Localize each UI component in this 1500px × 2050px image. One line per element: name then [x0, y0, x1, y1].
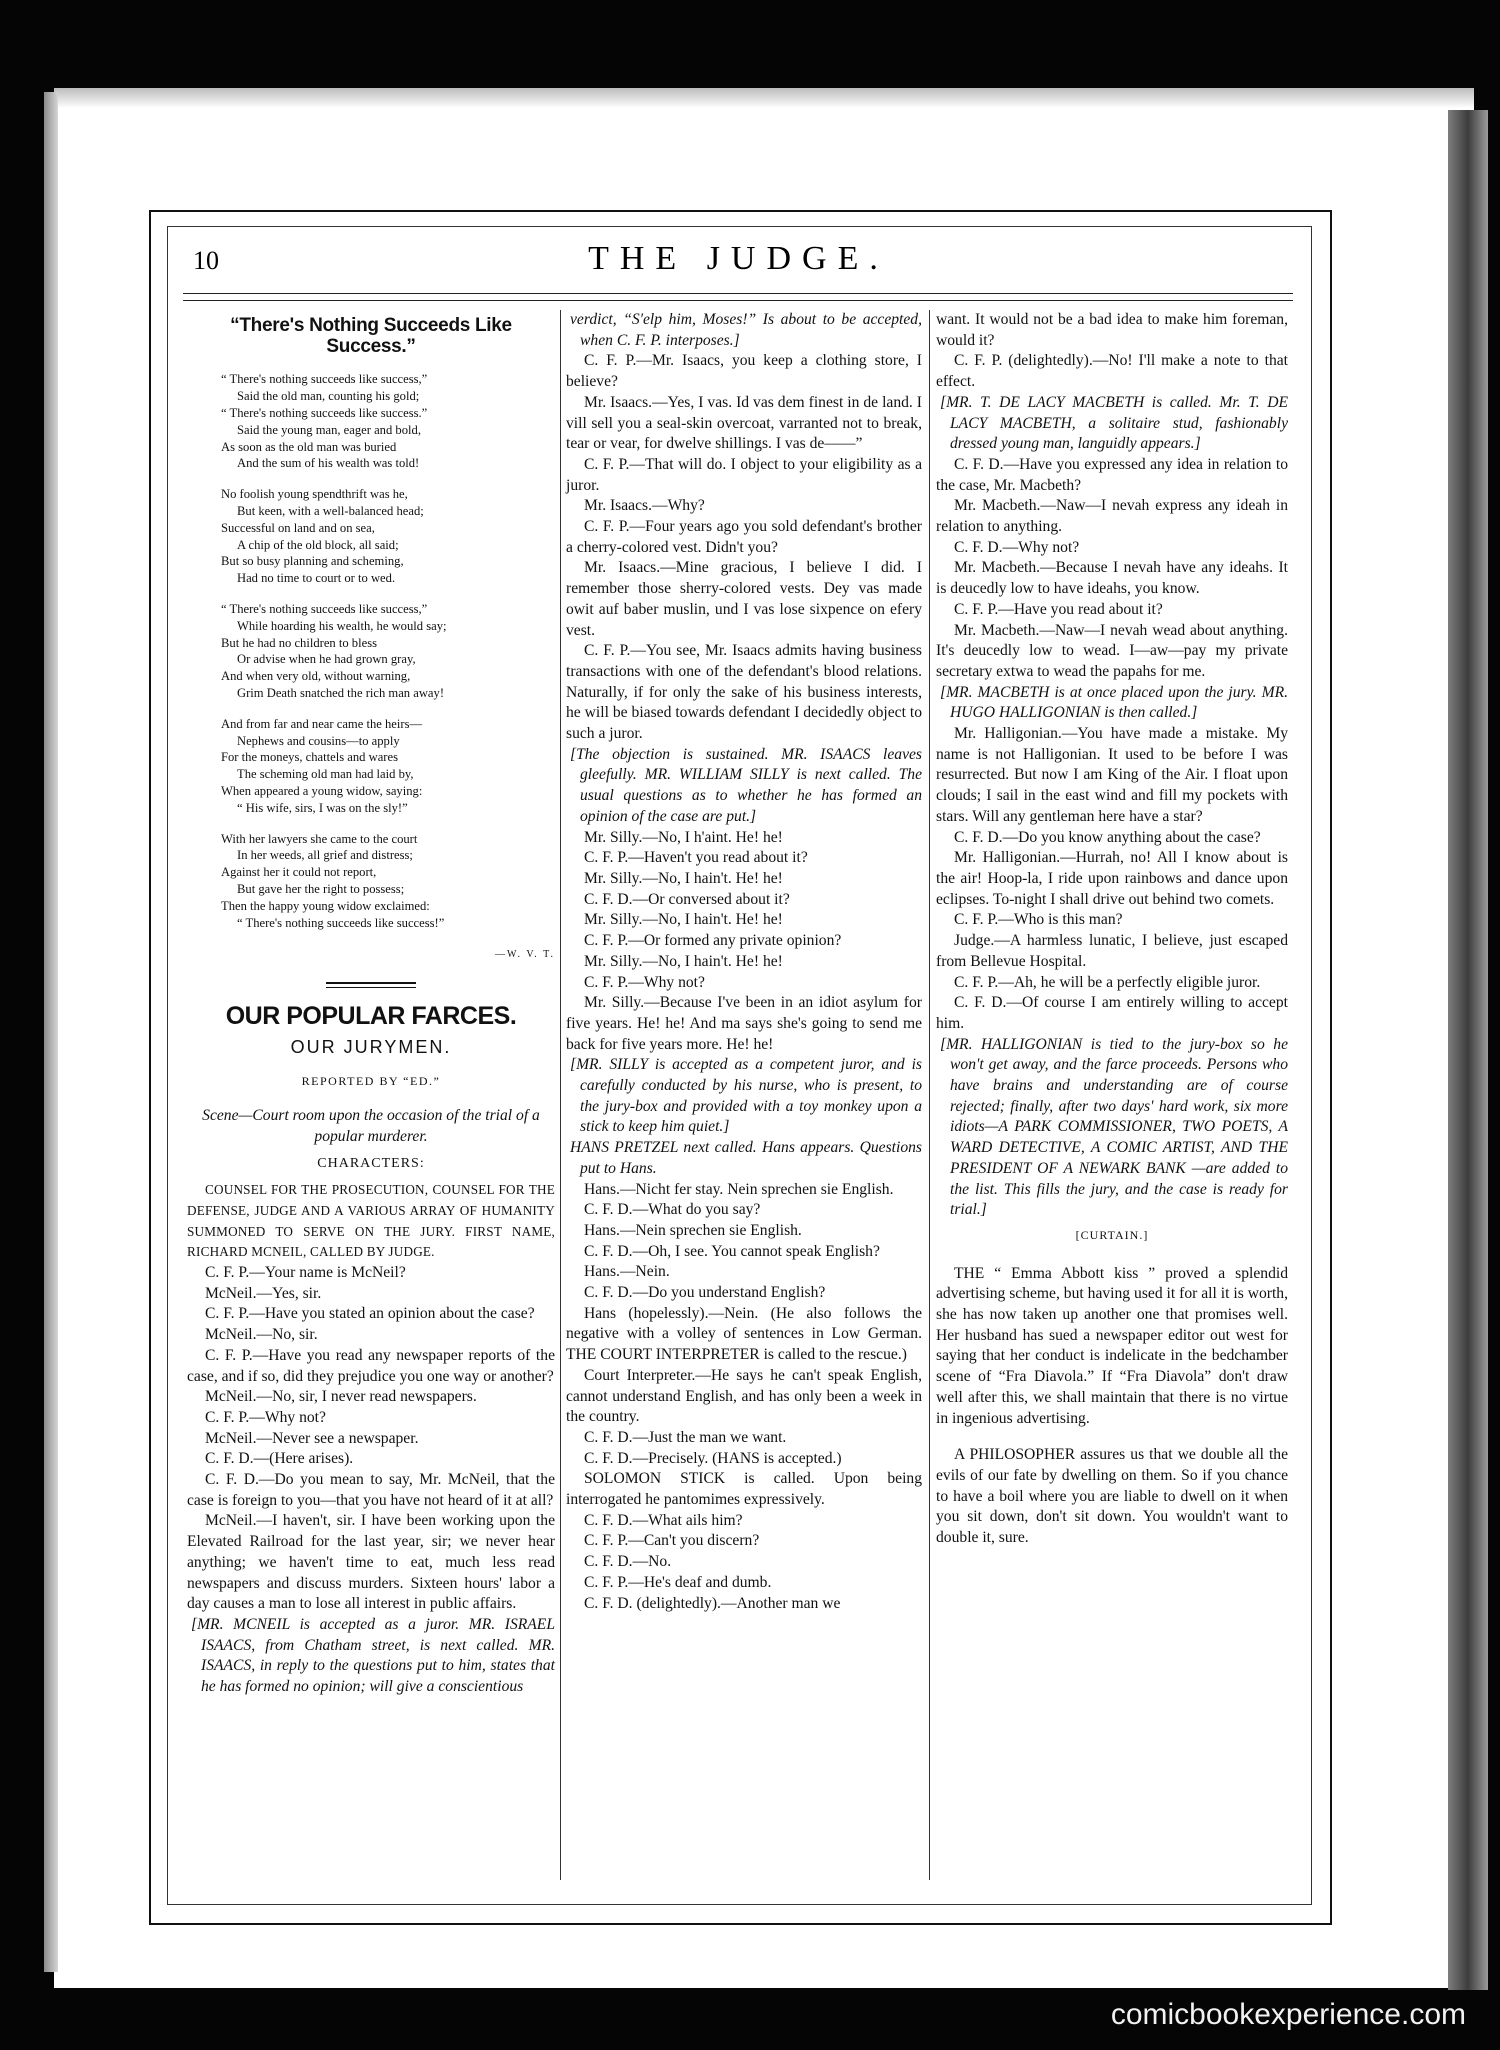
header-rule-top — [183, 293, 1293, 294]
dialogue-line: Mr. Halligonian.—Hurrah, no! All I know about is the air! Hoop-la, I ride upon rainbows and dance upon eclipses. To-night I shall drive out behind two comets. — [936, 849, 1288, 908]
dialogue-line: C. F. D.—(Here arises). — [205, 1450, 354, 1468]
philosopher-item: A PHILOSOPHER assures us that we double all the evils of our fate by dwelling on them. So if you chance to have a boil where you are liable to dwell on it when you sit down, don't sit down. You wouldn't want to double it, sure. — [936, 1446, 1288, 1547]
dialogue-line: C. F. P.—Have you read any newspaper reports of the case, and if so, did they prejudice you one way or another? — [187, 1346, 555, 1385]
poem-line: And when very old, without warning, — [221, 669, 411, 684]
farce-scene: Scene—Court room upon the occasion of the trial of a popular murderer. — [202, 1107, 540, 1145]
poem-line: The scheming old man had laid by, — [237, 767, 414, 782]
section-ornament — [326, 982, 416, 988]
dialogue-line: McNeil.—I haven't, sir. I have been working upon the Elevated Railroad for the last year, sir; we never hear anything; we haven't time to eat, much less read newspapers and discuss murders. Sixteen hours' labor a day causes a man to lose all interest in public affairs. — [187, 1512, 555, 1613]
poem-line: “ There's nothing succeeds like success.” — [221, 406, 428, 420]
stage-direction: [MR. T. DE LACY MACBETH is called. Mr. T. DE LACY MACBETH, a solitaire stud, fashionably dressed young man, languidly appears.] — [940, 393, 1288, 453]
dialogue-line: Mr. Macbeth.—Because I nevah have any ideahs. It is deucedly low to have ideahs, you know. — [936, 559, 1288, 598]
poem-line: “ There's nothing succeeds like success!” — [237, 915, 445, 930]
dialogue-line: Court Interpreter.—He says he can't speak English, cannot understand English, and has only been a week in the country. — [566, 1366, 922, 1426]
poem-stanza — [187, 486, 555, 587]
poem-title: “There's Nothing Succeeds Like Success.” — [230, 315, 512, 357]
dialogue-line: Mr. Halligonian.—You have made a mistake. My name is not Halligonian. It used to be before I was resurrected. But now I am King of the Air. I float upon clouds; I sail in the east wind and fill my pockets with stars. Will any gentleman here have a star? — [936, 725, 1288, 825]
farce-subtitle: OUR JURYMEN. — [290, 1036, 452, 1057]
poem-line: For the moneys, chattels and wares — [221, 750, 398, 765]
dialogue-line: McNeil.—Yes, sir. — [205, 1284, 322, 1302]
poem-stanza — [187, 716, 555, 817]
poem-line: Nephews and cousins—to apply — [237, 733, 400, 748]
stage-direction: [MR. SILLY is accepted as a competent juror, and is carefully conducted by his nurse, who is present, to the jury-box and provided with a toy monkey upon a stick to keep him quiet.] — [570, 1056, 922, 1136]
stage-direction: HANS PRETZEL next called. Hans appears. Questions put to Hans. — [570, 1139, 922, 1177]
dialogue-line: Mr. Macbeth.—Naw—I nevah wead about anything. It's deucedly low to wead. I—aw—pay my private secretary extwa to wead the papahs for me. — [936, 621, 1288, 680]
column-middle — [566, 310, 922, 1614]
poem-body — [187, 371, 555, 931]
column-left — [187, 310, 555, 1698]
dialogue-line: C. F. D.—Just the man we want. — [584, 1428, 787, 1446]
poem-line: “ There's nothing succeeds like success,” — [221, 601, 428, 616]
poem-line: A chip of the old block, all said; — [237, 537, 399, 552]
column-divider-right — [929, 310, 930, 1880]
column-divider-left — [560, 310, 561, 1880]
dialogue-line: C. F. D. (delightedly).—Another man we — [584, 1594, 841, 1612]
dialogue-line: Judge.—A harmless lunatic, I believe, just escaped from Bellevue Hospital. — [936, 932, 1288, 970]
dialogue-line: McNeil.—No, sir. — [205, 1326, 318, 1344]
poem-line: As soon as the old man was buried — [221, 439, 397, 454]
dialogue-line: McNeil.—No, sir, I never read newspapers. — [205, 1388, 477, 1406]
dialogue-line: C. F. D.—No. — [584, 1553, 672, 1571]
stage-direction: [MR. MACBETH is at once placed upon the jury. MR. HUGO HALLIGONIAN is then called.] — [940, 683, 1288, 722]
dialogue-line: C. F. P.—He's deaf and dumb. — [584, 1573, 772, 1591]
dialogue-line: C. F. P.—Who is this man? — [954, 911, 1123, 929]
dialogue-line: C. F. P.—Your name is McNeil? — [205, 1264, 406, 1282]
farce-byline: REPORTED BY “ED.” — [301, 1074, 441, 1089]
dialogue-line: Mr. Isaacs.—Yes, I vas. Id vas dem finest in de land. I vill sell you a seal-skin overcoat, varranted not to break, tear or vear, for dwelve shillings. I vas de——” — [566, 393, 922, 453]
book-binding-edge — [1448, 110, 1488, 1990]
dialogue-line: Mr. Isaacs.—Mine gracious, I believe I did. I remember those sherry-colored vests. Dey vas made owit auf baber muslin, und I vas lose sixpence on efery vest. — [566, 559, 922, 639]
dialogue-line: McNeil.—Never see a newspaper. — [205, 1429, 419, 1447]
poem-signature: —W. V. T. — [495, 949, 555, 961]
poem-line: Grim Death snatched the rich man away! — [237, 685, 445, 700]
dialogue-line: C. F. D.—Do you mean to say, Mr. McNeil, that the case is foreign to you—that you have not heard of it at all? — [187, 1471, 555, 1509]
poem-line: “ There's nothing succeeds like success,” — [221, 372, 428, 387]
site-watermark: comicbookexperience.com — [1110, 1998, 1466, 2031]
dialogue-line: C. F. D.—What ails him? — [584, 1511, 743, 1529]
farce-title: OUR POPULAR FARCES. — [225, 1002, 517, 1031]
stage-direction: [MR. HALLIGONIAN is tied to the jury-box so he won't get away, and the farce proceeds. Persons who have brains and understanding are of course rejected; finally, after two days' hard work, six more idiots—A PARK COMMISSIONER, TWO POETS, A WARD DETECTIVE, A COMIC ARTIST, AND THE PRESIDENT OF A NEWARK BANK —are added to the list. This fills the jury, and the case is ready for trial.] — [940, 1035, 1288, 1219]
dialogue-line: C. F. P.—You see, Mr. Isaacs admits having business transactions with one of the defendant's blood relations. Naturally, if for only the sake of his business interests, he will be biased towards defendant I decidedly object to such a juror. — [566, 642, 922, 743]
dialogue-line: C. F. D.—Do you know anything about the case? — [954, 828, 1261, 846]
characters-heading: CHARACTERS: — [317, 1155, 425, 1171]
dialogue-line: Mr. Isaacs.—Why? — [584, 497, 705, 515]
poem-line: Said the old man, counting his gold; — [237, 389, 420, 404]
poem-line: When appeared a young widow, saying: — [221, 783, 423, 798]
dialogue-line: C. F. P.—Mr. Isaacs, you keep a clothing store, I believe? — [566, 352, 922, 391]
dialogue-line: Hans.—Nicht fer stay. Nein sprechen sie English. — [584, 1180, 894, 1198]
poem-line: “ His wife, sirs, I was on the sly!” — [237, 800, 408, 815]
poem-line: And from far and near came the heirs— — [221, 716, 423, 731]
dialogue-line: C. F. D.—Oh, I see. You cannot speak English? — [584, 1242, 880, 1260]
poem-line: While hoarding his wealth, he would say; — [237, 618, 447, 633]
characters-list: COUNSEL FOR THE PROSECUTION, COUNSEL FOR THE DEFENSE, JUDGE AND A VARIOUS ARRAY OF HUMANITY SUMMONED TO SERVE ON THE JURY. FIRST NAME, RICHARD MCNEIL, CALLED BY JUDGE. — [187, 1182, 555, 1260]
col1-dialogue — [187, 1263, 555, 1615]
dialogue-line: C. F. P.—Four years ago you sold defendant's brother a cherry-colored vest. Didn't you? — [566, 518, 922, 556]
page-top-shadow — [54, 88, 1474, 108]
dialogue-line: C. F. P.—Haven't you read about it? — [584, 849, 808, 867]
dialogue-line: C. F. P.—Have you read about it? — [954, 600, 1163, 618]
dialogue-line: Hans.—Nein sprechen sie English. — [584, 1221, 802, 1239]
dialogue-line: C. F. P.—Why not? — [205, 1408, 326, 1426]
poem-line: And the sum of his wealth was told! — [237, 456, 420, 471]
stage-direction: verdict, “S'elp him, Moses!” Is about to be accepted, when C. F. P. interposes.] — [570, 311, 922, 349]
dialogue-line: C. F. P.—Have you stated an opinion about the case? — [205, 1305, 535, 1323]
header-rule-bottom — [183, 300, 1293, 301]
dialogue-line: C. F. D.—Have you expressed any idea in relation to the case, Mr. Macbeth? — [936, 455, 1288, 494]
dialogue-line: Mr. Silly.—Because I've been in an idiot asylum for five years. He! he! And ma says she's going to send me back for five years more. He! he! — [566, 994, 922, 1053]
dialogue-line: C. F. P.—Or formed any private opinion? — [584, 932, 842, 950]
dialogue-line: C. F. P. (delightedly).—No! I'll make a note to that effect. — [936, 352, 1288, 391]
poem-line: But keen, with a well-balanced head; — [237, 503, 424, 518]
poem-line: Against her it could not report, — [221, 865, 377, 880]
page-header — [167, 226, 1310, 298]
dialogue-line: C. F. P.—Can't you discern? — [584, 1532, 760, 1550]
dialogue-line: want. It would not be a bad idea to make him foreman, would it? — [936, 311, 1288, 349]
poem-line: Or advise when he had grown gray, — [237, 652, 416, 667]
poem-line: Said the young man, eager and bold, — [237, 422, 421, 437]
poem-line: But so busy planning and scheming, — [221, 554, 404, 569]
dialogue-line: C. F. D.—Why not? — [954, 538, 1080, 556]
poem-line: Had no time to court or to wed. — [237, 571, 396, 586]
poem-stanza — [187, 831, 555, 932]
dialogue-line: C. F. D.—Of course I am entirely willing to accept him. — [936, 994, 1288, 1032]
page-number: 10 — [193, 246, 219, 275]
dialogue-line: Mr. Silly.—No, I hain't. He! he! — [584, 952, 783, 970]
poem-line: But he had no children to bless — [221, 635, 377, 650]
column-right — [936, 310, 1288, 1549]
dialogue-line: Mr. Silly.—No, I hain't. He! he! — [584, 869, 783, 887]
poem-line: Successful on land and on sea, — [221, 520, 375, 535]
stage-direction: [The objection is sustained. MR. ISAACS leaves gleefully. MR. WILLIAM SILLY is next called. The usual questions as to whether he has formed an opinion of the case are put.] — [570, 745, 922, 825]
dialogue-line: Hans (hopelessly).—Nein. (He also follows the negative with a volley of sentences in Low German. THE COURT INTERPRETER is called to the rescue.) — [566, 1304, 922, 1364]
dialogue-line: Mr. Macbeth.—Naw—I nevah express any ideah in relation to anything. — [936, 497, 1288, 536]
dialogue-line: C. F. D.—Or conversed about it? — [584, 890, 790, 908]
dialogue-line: C. F. P.—That will do. I object to your eligibility as a juror. — [566, 455, 922, 494]
poem-line: No foolish young spendthrift was he, — [221, 487, 408, 502]
emma-abbott-item: THE “ Emma Abbott kiss ” proved a splendid advertising scheme, but having used it for all it is worth, she has now taken up another one that promises well. Her husband has sued a newspaper editor out west for saying that her conduct is indelicate in the bedchamber scene of “Fra Diavola.” If “Fra Diavola” don't draw well after this, we shall maintain that there is no virtue in ingenious advertising. — [936, 1264, 1288, 1427]
col2-dialogue — [566, 310, 922, 1614]
dialogue-line: C. F. D.—Do you understand English? — [584, 1284, 826, 1302]
dialogue-line: SOLOMON STICK is called. Upon being interrogated he pantomimes expressively. — [566, 1470, 922, 1509]
curtain-marker: [CURTAIN.] — [1075, 1227, 1149, 1242]
poem-stanza — [187, 371, 555, 472]
masthead-title: THE JUDGE. — [588, 240, 889, 277]
poem-line: In her weeds, all grief and distress; — [237, 848, 413, 863]
dialogue-line: C. F. P.—Ah, he will be a perfectly eligible juror. — [954, 973, 1261, 991]
col1-stage-direction: [MR. MCNEIL is accepted as a juror. MR. ISRAEL ISAACS, from Chatham street, is next called. MR. ISAACS, in reply to the questions put to him, states that he has formed no opinion; will give a conscientious — [191, 1616, 555, 1696]
poem-line: Then the happy young widow exclaimed: — [221, 898, 430, 913]
dialogue-line: C. F. P.—Why not? — [584, 973, 705, 991]
poem-stanza — [187, 601, 555, 702]
dialogue-line: Mr. Silly.—No, I hain't. He! he! — [584, 911, 783, 929]
dialogue-line: Mr. Silly.—No, I h'aint. He! he! — [584, 828, 783, 846]
poem-line: But gave her the right to possess; — [237, 881, 405, 896]
col3-dialogue — [936, 310, 1288, 1221]
dialogue-line: C. F. D.—What do you say? — [584, 1201, 761, 1219]
dialogue-line: C. F. D.—Precisely. (HANS is accepted.) — [584, 1449, 842, 1467]
dialogue-line: Hans.—Nein. — [584, 1263, 670, 1281]
poem-line: With her lawyers she came to the court — [221, 831, 418, 846]
page-left-edge — [44, 92, 58, 1972]
